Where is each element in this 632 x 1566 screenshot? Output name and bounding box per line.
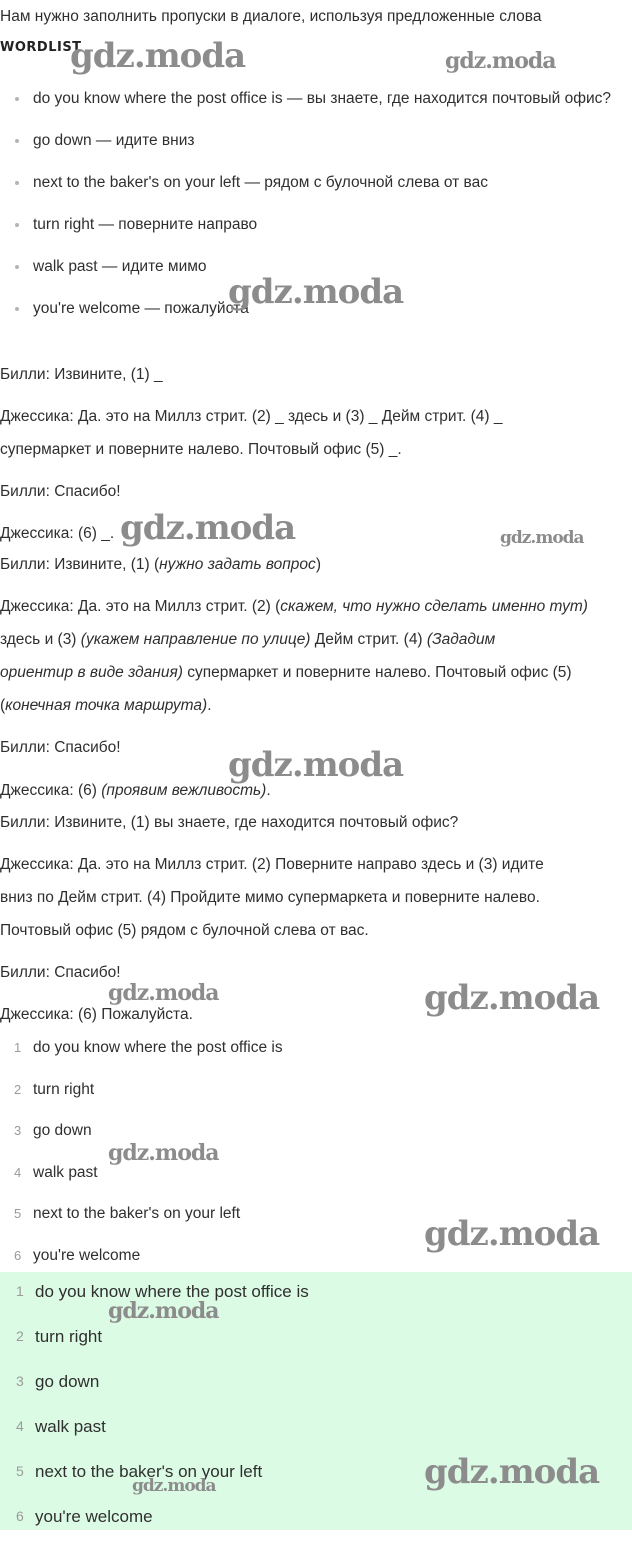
dialog-hint-line: Джессика: Да. это на Миллз стрит. (2) (скажем, что нужно сделать именно тут) [0,598,588,615]
bullet-icon [15,181,19,185]
bullet-icon [15,307,19,311]
list-item: 5 next to the baker's on your left [16,1462,263,1481]
bullet-icon [15,97,19,101]
list-item: 6 you're welcome [16,1507,153,1526]
list-item: next to the baker's on your left — рядом с булочной слева от вас [0,166,632,199]
watermark: gdz.moda [120,508,296,548]
dialog-blank-line: супермаркет и поверните налево. Почтовый офис (5) _. [0,441,402,458]
dialog-filled-line: Джессика: Да. это на Миллз стрит. (2) Поверните направо здесь и (3) идите [0,856,544,873]
dialog-filled-line: Билли: Извините, (1) вы знаете, где находится почтовый офис? [0,814,459,831]
dialog-filled-line: Джессика: (6) Пожалуйста. [0,1006,193,1023]
dialog-filled-line: вниз по Дейм стрит. (4) Пройдите мимо супермаркета и поверните налево. [0,889,540,906]
dialog-hint-line: ориентир в виде здания) супермаркет и поверните налево. Почтовый офис (5) [0,664,572,681]
dialog-blank-line: Билли: Спасибо! [0,483,121,500]
watermark: gdz.moda [500,528,584,548]
list-item: turn right — поверните направо [0,208,632,241]
watermark: gdz.moda [108,1298,219,1324]
list-item: you're welcome — пожалуйста [0,292,632,325]
dialog-blank-line: Джессика: (6) _. [0,525,115,542]
watermark: gdz.moda [228,745,404,785]
list-item: walk past — идите мимо [0,250,632,283]
watermark: gdz.moda [108,980,219,1006]
watermark: gdz.moda [424,978,600,1018]
list-item: 2 turn right [14,1080,95,1098]
list-item: 4 walk past [14,1163,98,1181]
dialog-hint-line: здесь и (3) (укажем направление по улице) Дейм стрит. (4) (Зададим [0,631,496,648]
dialog-filled-line: Билли: Спасибо! [0,964,121,981]
dialog-hint-line: (конечная точка маршрута). [0,697,212,714]
watermark: gdz.moda [70,36,246,76]
dialog-hint-line: Билли: Спасибо! [0,739,121,756]
wordlist-label: WORDLIST [0,40,82,55]
watermark: gdz.moda [424,1214,600,1254]
intro-text: Нам нужно заполнить пропуски в диалоге, используя предложенные слова [0,8,542,25]
watermark: gdz.moda [132,1476,216,1496]
list-item: 2 turn right [16,1327,103,1346]
bullet-icon [15,265,19,269]
list-item: 3 go down [14,1122,92,1140]
list-item: 3 go down [16,1372,100,1391]
dialog-blank-line: Джессика: Да. это на Миллз стрит. (2) _ здесь и (3) _ Дейм стрит. (4) _ [0,408,503,425]
list-item: 5 next to the baker's on your left [14,1205,241,1223]
list-item: 4 walk past [16,1417,106,1436]
dialog-blank-line: Билли: Извините, (1) _ [0,366,163,383]
dialog-filled-line: Почтовый офис (5) рядом с булочной слева от вас. [0,922,369,939]
watermark: gdz.moda [445,48,556,74]
list-item: do you know where the post office is — вы знаете, где находится почтовый офис? [0,82,632,115]
list-item: 6 you're welcome [14,1246,141,1264]
list-item: 1 do you know where the post office is [14,1039,283,1056]
watermark: gdz.moda [424,1452,600,1492]
watermark: gdz.moda [228,272,404,312]
bullet-icon [15,139,19,143]
bullet-icon [15,223,19,227]
answer-list-highlighted [2,1275,632,1545]
list-item: 1 do you know where the post office is [16,1282,309,1301]
dialog-hint-line: Джессика: (6) (проявим вежливость). [0,782,271,799]
list-item: go down — идите вниз [0,124,632,157]
dialog-hint-line: Билли: Извините, (1) (нужно задать вопрос) [0,556,321,573]
watermark: gdz.moda [108,1140,219,1166]
